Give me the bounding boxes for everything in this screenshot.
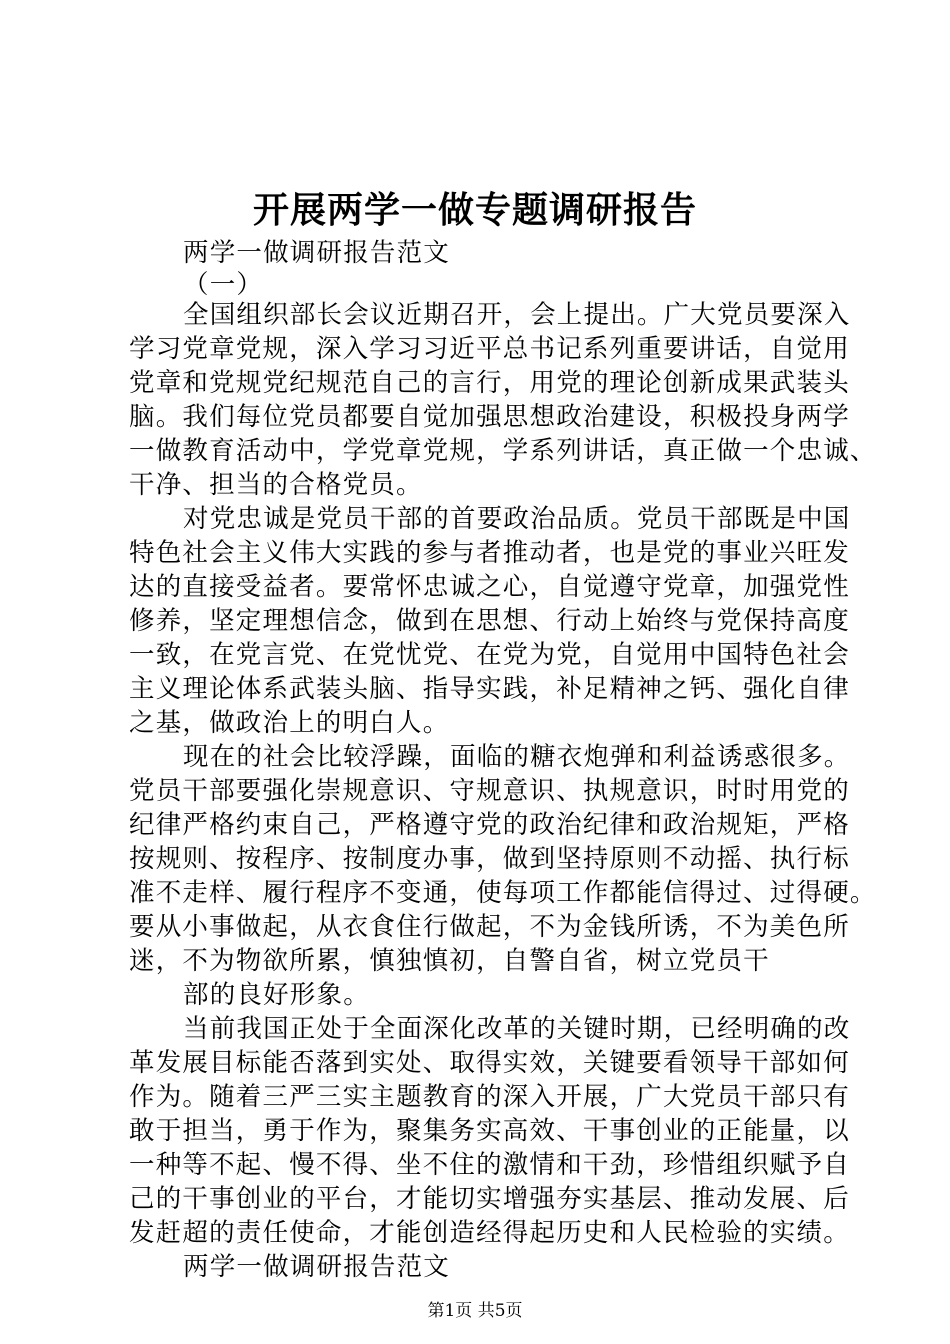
paragraph-line: 要从小事做起，从衣食住行做起，不为金钱所诱，不为美色所 — [129, 912, 850, 942]
paragraph-line: 革发展目标能否落到实处、取得实效，关键要看领导干部如何 — [129, 1048, 850, 1078]
paragraph-line: 按规则、按程序、按制度办事，做到坚持原则不动摇、执行标 — [129, 844, 850, 874]
paragraph-line: 党章和党规党纪规范自己的言行，用党的理论创新成果武装头 — [129, 368, 850, 398]
paragraph-line: 修养，坚定理想信念，做到在思想、行动上始终与党保持高度 — [129, 606, 850, 636]
paragraph-line: 一种等不起、慢不得、坐不住的激情和干劲，珍惜组织赋予自 — [129, 1150, 850, 1180]
paragraph-line: 部的良好形象。 — [183, 980, 370, 1010]
paragraph-line: 脑。我们每位党员都要自觉加强思想政治建设，积极投身两学 — [129, 402, 850, 432]
paragraph-line: 一做教育活动中，学党章党规，学系列讲话，真正做一个忠诚、 — [129, 436, 877, 466]
paragraph-line: 干净、担当的合格党员。 — [129, 470, 423, 500]
paragraph-line: 迷，不为物欲所累，慎独慎初，自警自省，树立党员干 — [129, 946, 770, 976]
paragraph-line: 之基，做政治上的明白人。 — [129, 708, 450, 738]
paragraph-line: 特色社会主义伟大实践的参与者推动者，也是党的事业兴旺发 — [129, 538, 850, 568]
paragraph-line: 敢于担当，勇于作为，聚集务实高效、干事创业的正能量，以 — [129, 1116, 850, 1146]
document-subtitle: 两学一做调研报告范文 — [183, 238, 451, 268]
paragraph-line: 全国组织部长会议近期召开，会上提出。广大党员要深入 — [183, 300, 851, 330]
paragraph-line: 对党忠诚是党员干部的首要政治品质。党员干部既是中国 — [183, 504, 851, 534]
paragraph-line: 作为。随着三严三实主题教育的深入开展，广大党员干部只有 — [129, 1082, 850, 1112]
closing-heading: 两学一做调研报告范文 — [183, 1252, 451, 1282]
document-title: 开展两学一做专题调研报告 — [252, 189, 697, 231]
paragraph-line: 纪律严格约束自己，严格遵守党的政治纪律和政治规矩，严格 — [129, 810, 850, 840]
paragraph-line: 当前我国正处于全面深化改革的关键时期，已经明确的改 — [183, 1014, 851, 1044]
paragraph-line: 准不走样、履行程序不变通，使每项工作都能信得过、过得硬。 — [129, 878, 877, 908]
paragraph-line: 发赶超的责任使命，才能创造经得起历史和人民检验的实绩。 — [129, 1218, 850, 1248]
section-number: （一） — [183, 270, 264, 300]
paragraph-line: 现在的社会比较浮躁，面临的糖衣炮弹和利益诱惑很多。 — [183, 742, 851, 772]
paragraph-line: 一致，在党言党、在党忧党、在党为党，自觉用中国特色社会 — [129, 640, 850, 670]
paragraph-line: 主义理论体系武装头脑、指导实践，补足精神之钙、强化自律 — [129, 674, 850, 704]
paragraph-line: 己的干事创业的平台，才能切实增强夯实基层、推动发展、后 — [129, 1184, 850, 1214]
paragraph-line: 党员干部要强化崇规意识、守规意识、执规意识，时时用党的 — [129, 776, 850, 806]
paragraph-line: 学习党章党规，深入学习习近平总书记系列重要讲话，自觉用 — [129, 334, 850, 364]
page-footer: 第1页 共5页 — [427, 1301, 523, 1321]
paragraph-line: 达的直接受益者。要常怀忠诚之心，自觉遵守党章，加强党性 — [129, 572, 850, 602]
